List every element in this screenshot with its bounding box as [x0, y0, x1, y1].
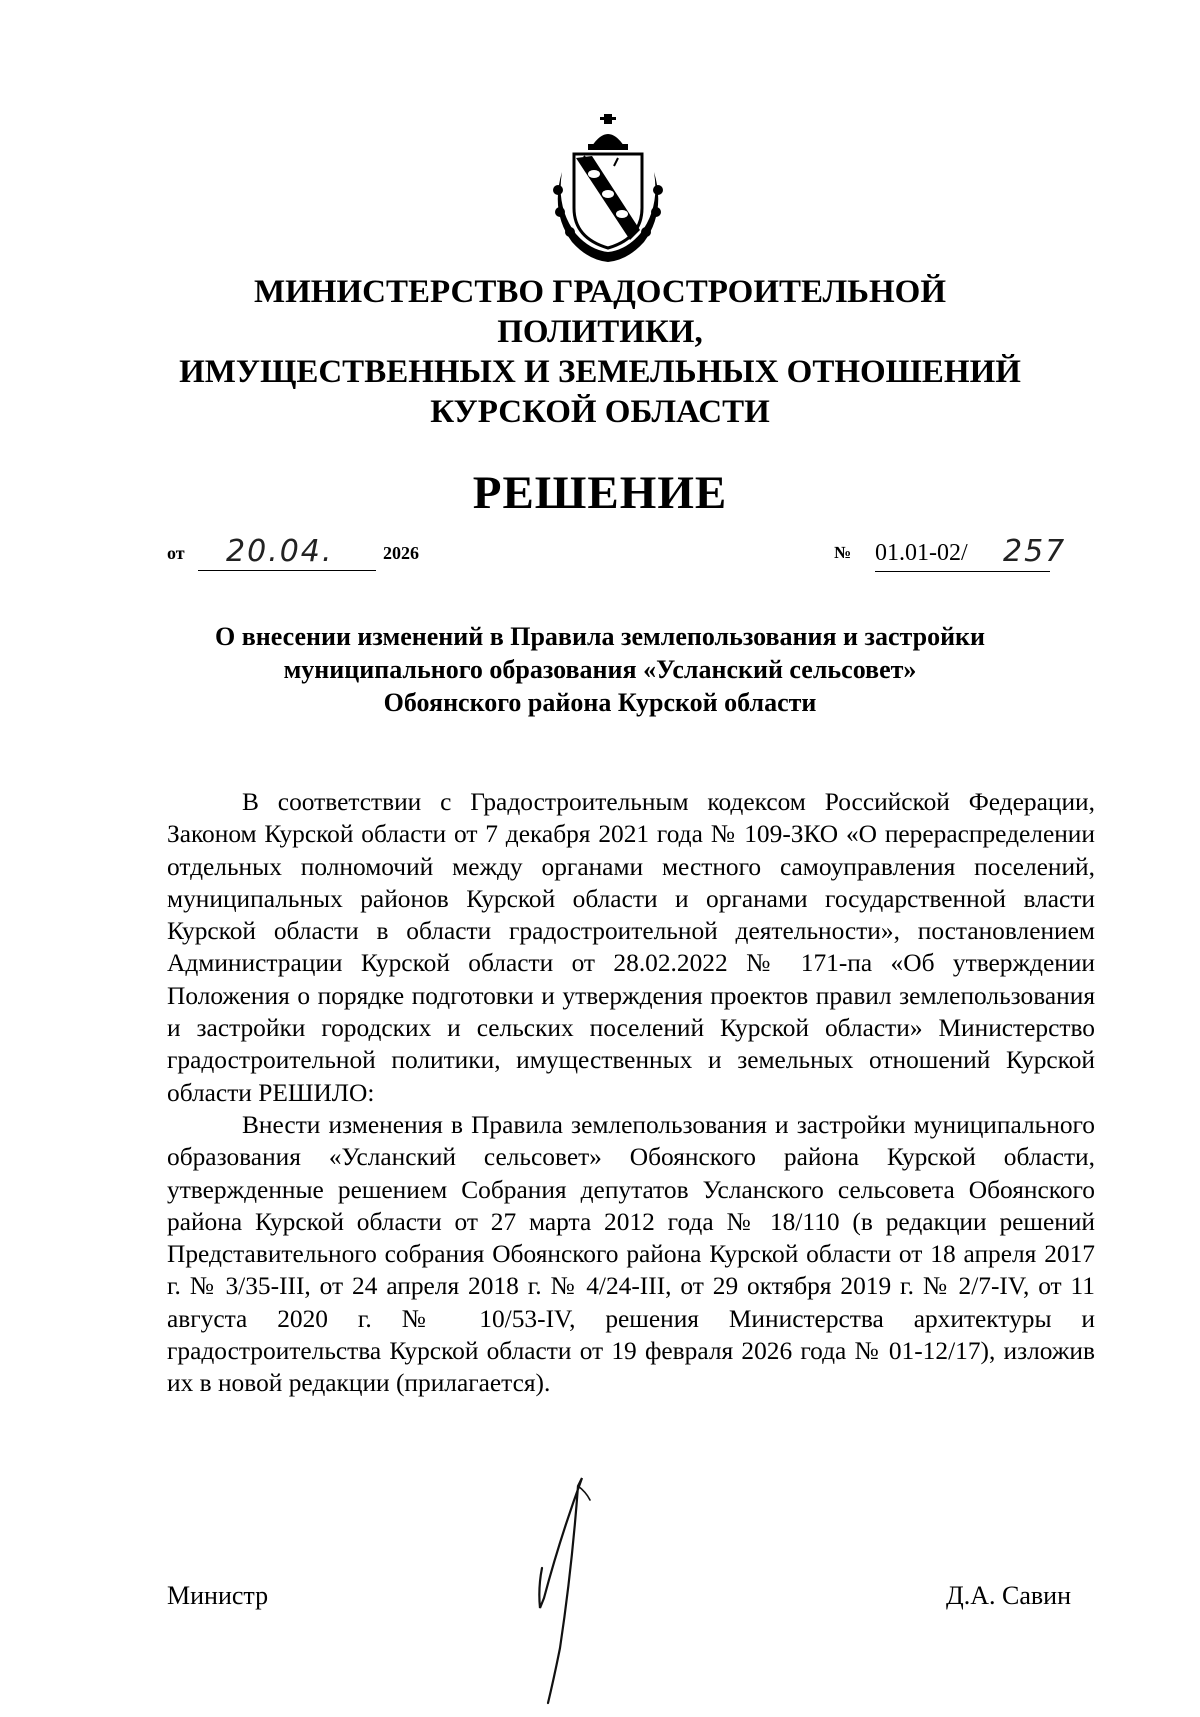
number-underline	[875, 571, 1050, 572]
ministry-header-line: ИМУЩЕСТВЕННЫХ И ЗЕМЕЛЬНЫХ ОТНОШЕНИЙ	[179, 354, 1021, 390]
subject-line: муниципального образования «Усланский сельсовет»	[283, 655, 917, 684]
subject-line: О внесении изменений в Правила землепользования и застройки	[214, 622, 986, 651]
subject-line: Обоянского района Курской области	[383, 688, 817, 717]
handwritten-date: 20.04.	[226, 534, 334, 569]
decision-body	[167, 786, 1095, 1400]
number-prefix: №	[834, 543, 852, 562]
document-number: 01.01-02/	[875, 540, 968, 566]
body-paragraph: В соответствии с Градостроительным кодексом Российской Федерации, Законом Курской области от 7 декабря 2021 года № 109-ЗКО «О перераспределении отдельных полномочий между органами местного самоуправления поселений, муниципальных районов Курской области и органами государственной власти Курской области в области градостроительной деятельности», постановлением Администрации Курской области от 28.02.2022 № 171-па «Об утверждении Положения о порядке подготовки и утверждения проектов правил землепользования и застройки городских и сельских поселений Курской области» Министерство градостроительной политики, имущественных и земельных отношений Курской области РЕШИЛО:	[167, 788, 1095, 1107]
signer-position: Министр	[167, 1581, 269, 1610]
body-paragraph: Внести изменения в Правила землепользования и застройки муниципального образования «Усланский сельсовет» Обоянского района Курской области, утвержденные решением Собрания депутатов Усланского сельсовета Обоянского района Курской области от 27 марта 2012 года № 18/110 (в редакции решений Представительного собрания Обоянского района Курской области от 18 апреля 2017 г. № 3/35-III, от 24 апреля 2018 г. № 4/24-III, от 29 октября 2019 г. № 2/7-IV, от 11 августа 2020 г. № 10/53-IV, решения Министерства архитектуры и градостроительства Курской области от 19 февраля 2026 года № 01-12/17), изложив их в новой редакции (прилагается).	[167, 1110, 1095, 1398]
coat-of-arms-icon	[548, 112, 668, 264]
ministry-header-line: КУРСКОЙ ОБЛАСТИ	[430, 394, 770, 430]
handwritten-signature-icon	[520, 1448, 620, 1708]
ministry-header-line: МИНИСТЕРСТВО ГРАДОСТРОИТЕЛЬНОЙ ПОЛИТИКИ,	[253, 274, 947, 350]
date-year: 2026	[383, 543, 419, 563]
document-type-title: РЕШЕНИЕ	[472, 467, 728, 519]
ministry-header	[150, 272, 1050, 432]
handwritten-number: 257	[1003, 534, 1067, 569]
date-underline	[198, 570, 376, 571]
date-prefix: от	[167, 543, 185, 563]
decision-subject	[150, 620, 1050, 719]
signer-name: Д.А. Савин	[946, 1581, 1071, 1610]
